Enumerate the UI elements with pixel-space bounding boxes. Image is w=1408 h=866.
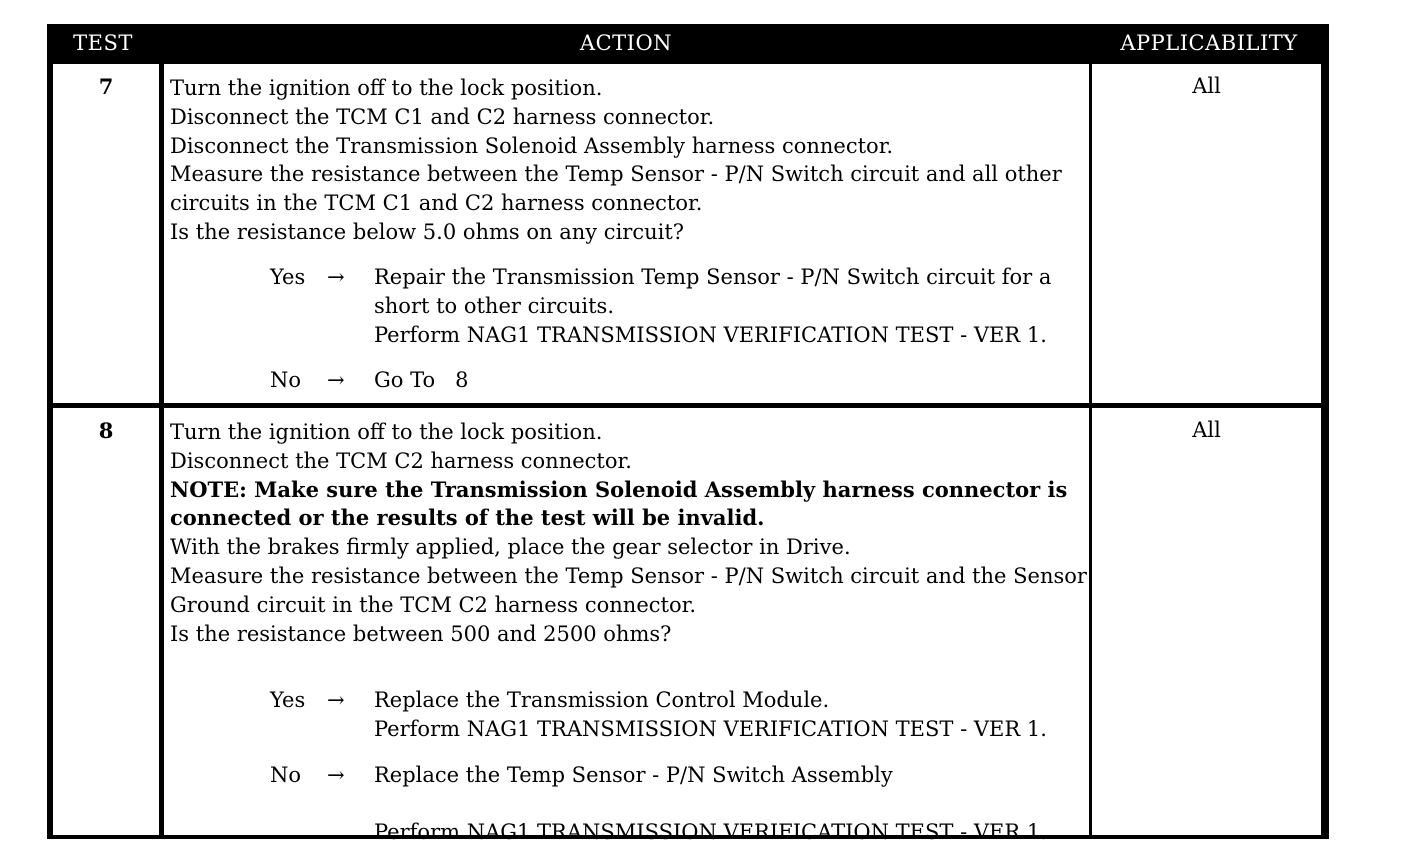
yes-label: Yes xyxy=(270,688,306,712)
yes-line: Replace the Transmission Control Module. xyxy=(374,688,830,712)
action-steps xyxy=(170,418,1087,648)
yes-label: Yes xyxy=(270,265,306,289)
action-line: Measure the resistance between the Temp Sensor - P/N Switch circuit and the Sensor xyxy=(170,563,1087,588)
yes-line: Perform NAG1 TRANSMISSION VERIFICATION TEST - VER 1. xyxy=(374,716,1047,741)
arrow-right-icon: → xyxy=(327,763,345,787)
header-action: ACTION xyxy=(579,31,673,55)
applicability-cell xyxy=(1092,408,1321,835)
no-line: Replace the Temp Sensor - P/N Switch Assembly xyxy=(374,763,893,787)
no-line: Perform NAG1 TRANSMISSION VERIFICATION TEST - VER 1. xyxy=(374,819,1047,844)
action-line: Measure the resistance between the Temp Sensor - P/N Switch circuit and all other xyxy=(170,162,1062,187)
header-applicability: APPLICABILITY xyxy=(1120,31,1298,55)
yes-text xyxy=(374,263,1079,349)
action-line: Turn the ignition off to the lock position. xyxy=(170,76,603,100)
action-line: Is the resistance between 500 and 2500 ohms? xyxy=(170,621,672,646)
action-line: Disconnect the TCM C2 harness connector. xyxy=(170,448,632,473)
applicability-value: All xyxy=(1192,74,1221,98)
action-cell xyxy=(164,64,1089,403)
action-line: Disconnect the Transmission Solenoid Assembly harness connector. xyxy=(170,133,894,158)
applicability-value: All xyxy=(1192,418,1221,442)
test-cell xyxy=(53,408,159,835)
arrow-right-icon: → xyxy=(327,368,345,392)
action-steps xyxy=(170,74,1082,247)
test-number: 7 xyxy=(98,74,114,99)
no-text xyxy=(374,366,1079,395)
action-line: Turn the ignition off to the lock position. xyxy=(170,420,603,444)
yes-line: Repair the Transmission Temp Sensor - P/N Switch circuit for a xyxy=(374,265,1052,289)
note-line: NOTE: Make sure the Transmission Solenoid Assembly harness connector is xyxy=(170,476,1068,502)
goto-link[interactable]: Go To 8 xyxy=(374,368,469,392)
test-number: 8 xyxy=(98,418,114,443)
note-line: connected or the results of the test will be invalid. xyxy=(170,505,765,531)
action-line: circuits in the TCM C1 and C2 harness connector. xyxy=(170,191,703,216)
arrow-right-icon: → xyxy=(327,688,345,712)
no-text xyxy=(374,761,1079,847)
applicability-cell xyxy=(1092,64,1321,403)
action-line: Ground circuit in the TCM C2 harness connector. xyxy=(170,592,696,617)
test-cell xyxy=(53,64,159,403)
action-line: With the brakes firmly applied, place the gear selector in Drive. xyxy=(170,535,851,560)
yes-line: Perform NAG1 TRANSMISSION VERIFICATION TEST - VER 1. xyxy=(374,322,1047,347)
header-test: TEST xyxy=(73,31,133,55)
no-label: No xyxy=(270,763,302,787)
yes-text xyxy=(374,686,1079,744)
arrow-right-icon: → xyxy=(327,265,345,289)
action-line: Is the resistance below 5.0 ohms on any circuit? xyxy=(170,219,685,244)
diagnostic-table xyxy=(47,24,1329,844)
yes-line: short to other circuits. xyxy=(374,293,615,318)
action-line: Disconnect the TCM C1 and C2 harness connector. xyxy=(170,104,715,129)
no-label: No xyxy=(270,368,302,392)
action-cell xyxy=(164,408,1089,844)
